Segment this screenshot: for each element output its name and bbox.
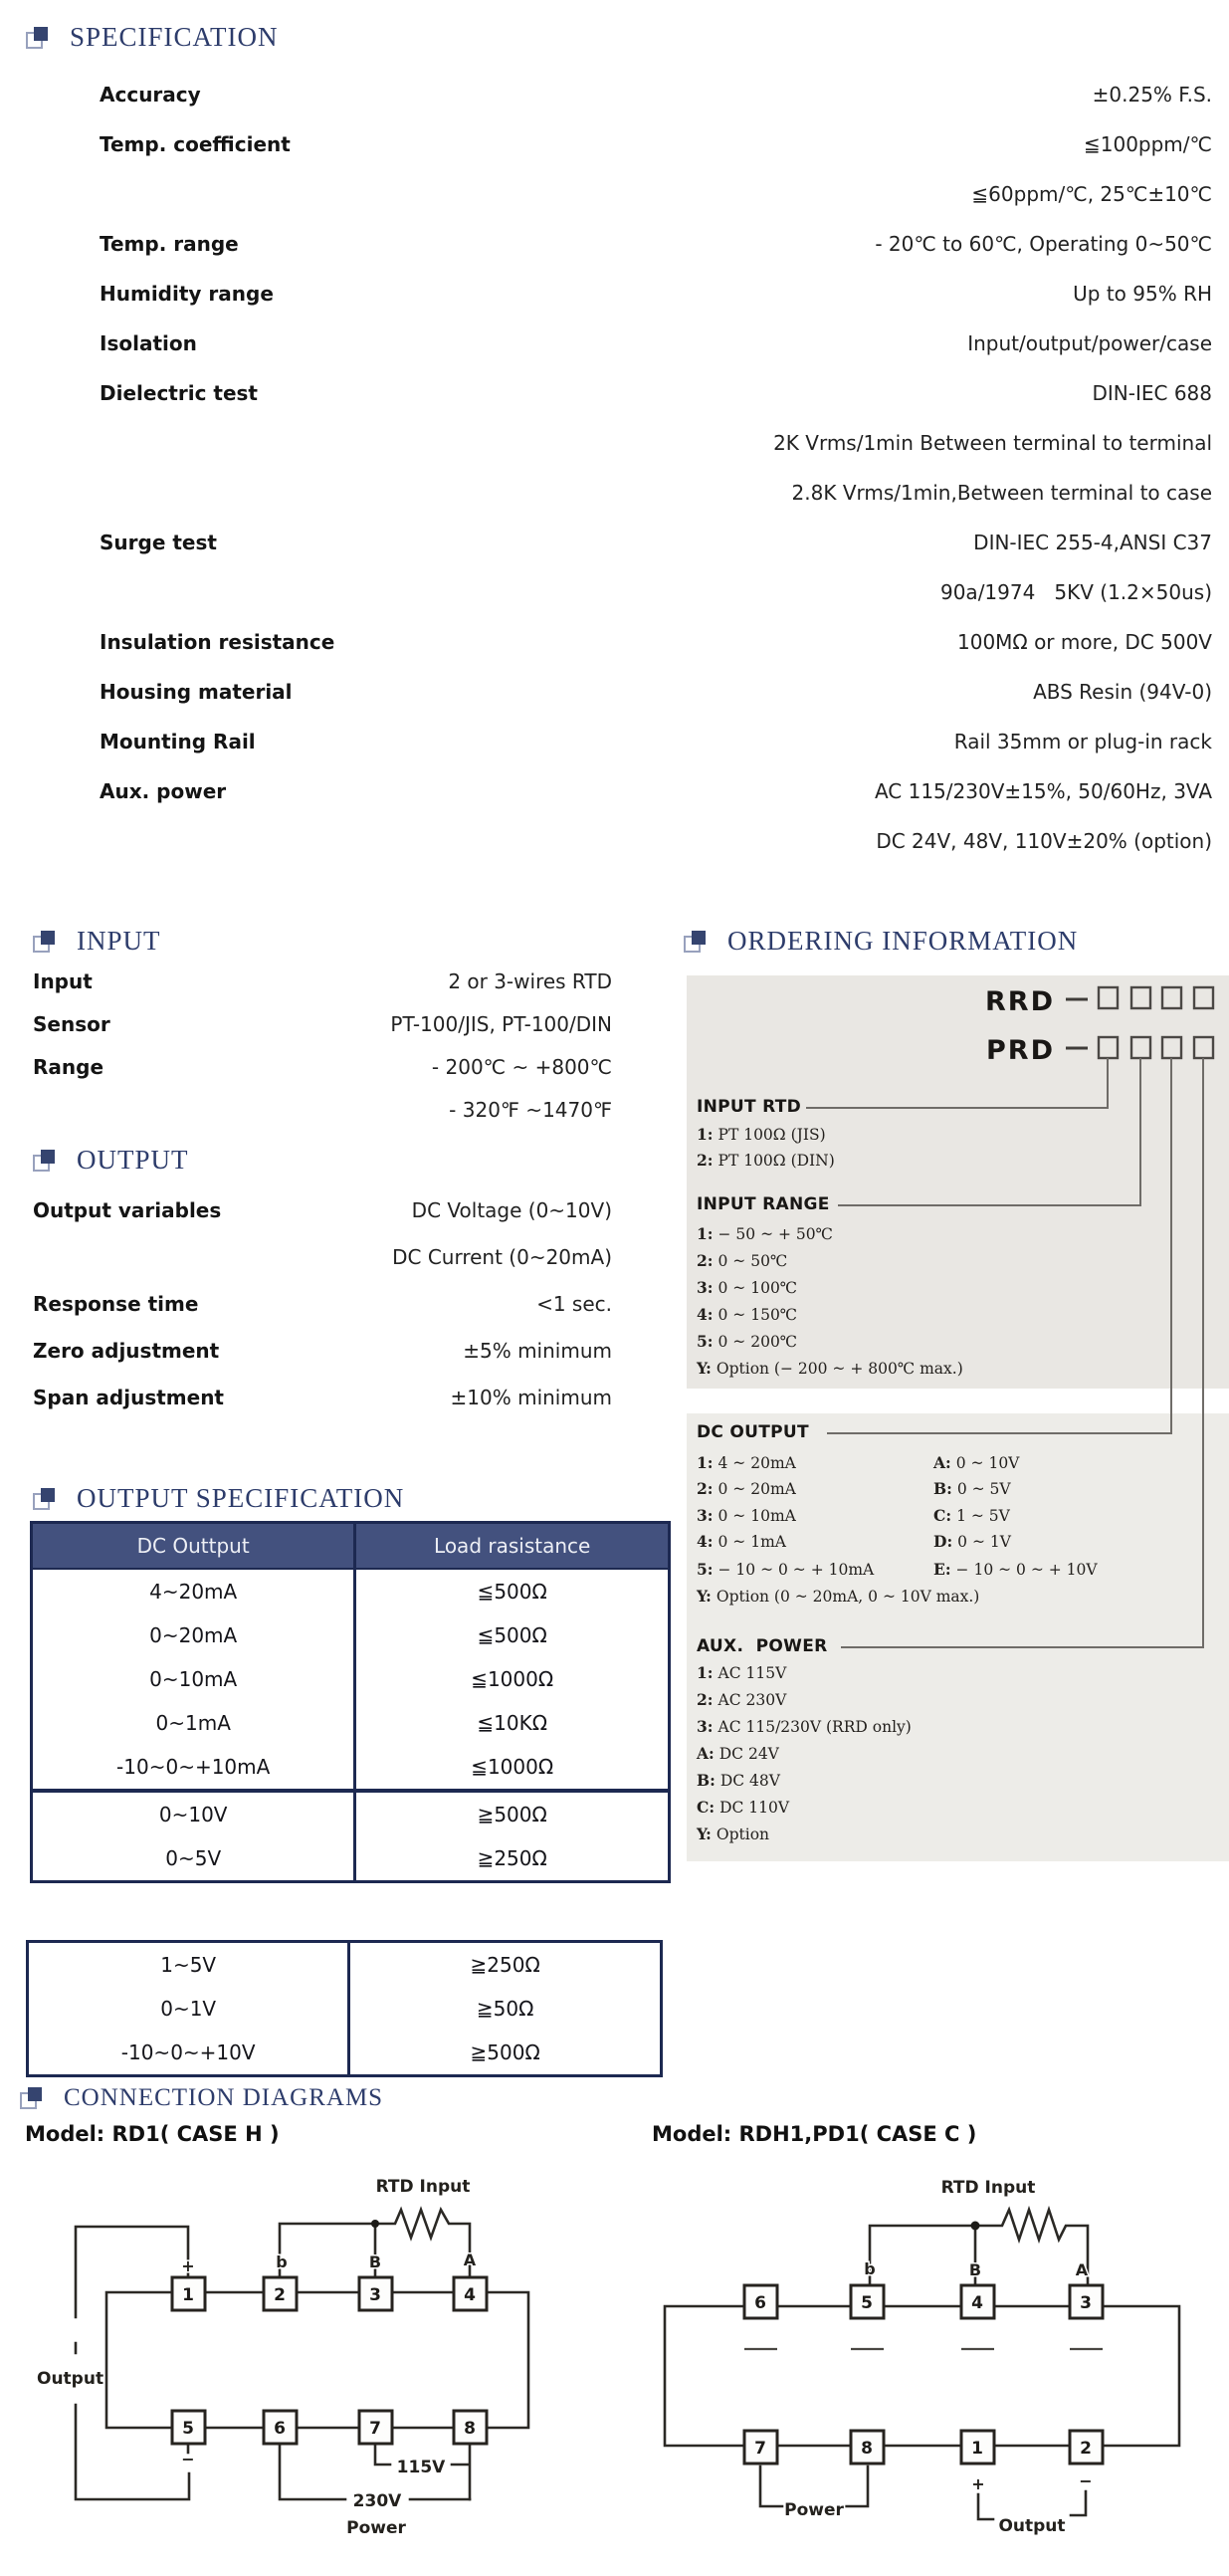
- table-row: [33, 1789, 668, 1836]
- option-item: [697, 1151, 835, 1170]
- terminal-number: 2: [1080, 2439, 1092, 2459]
- option-text: PT 100Ω (DIN): [717, 1152, 835, 1170]
- case-outline: [106, 2292, 528, 2428]
- cell-load-resistance: ≦1000Ω: [471, 1755, 554, 1779]
- spec-value: DIN-IEC 688: [1092, 381, 1212, 405]
- section-square-icon: [684, 931, 706, 953]
- terminal-number: 1: [182, 2285, 194, 2305]
- wire-label-B: B: [368, 2253, 382, 2271]
- option-item: [697, 1771, 780, 1790]
- option-text: DC 24V: [718, 1745, 779, 1763]
- output-label: Response time: [33, 1291, 199, 1316]
- wire-label-b: b: [276, 2253, 288, 2271]
- option-item: [697, 1506, 796, 1525]
- option-item: [697, 1744, 779, 1763]
- wiring-diagram-rd1: [25, 2160, 542, 2570]
- spec-row: [0, 319, 1229, 368]
- minus-sign: −: [181, 2450, 195, 2469]
- option-key: D:: [933, 1532, 953, 1551]
- spec-label: Surge test: [100, 531, 217, 554]
- plus-sign: +: [971, 2474, 985, 2493]
- output-row: [33, 1327, 612, 1374]
- input-row: [33, 1045, 612, 1088]
- terminal-number: 5: [861, 2293, 873, 2313]
- section-title-text: OUTPUT SPECIFICATION: [77, 1483, 405, 1513]
- option-text: 0 ~ 100℃: [717, 1279, 798, 1297]
- rtd-input-label: RTD Input: [375, 2177, 471, 2197]
- cell-dc-output: -10~0~+10mA: [33, 1745, 356, 1789]
- spec-row: [0, 717, 1229, 766]
- terminal-number: 5: [182, 2419, 194, 2439]
- output-label: Output: [998, 2516, 1066, 2536]
- section-title-text: OUTPUT: [77, 1145, 189, 1175]
- spec-row: [0, 667, 1229, 717]
- section-title-text: SPECIFICATION: [70, 22, 279, 52]
- spec-label: Temp. coefficient: [100, 132, 291, 156]
- spec-value: ≦60ppm/℃, 25℃±10℃: [971, 182, 1212, 206]
- group-title-aux-power: AUX. POWER: [697, 1636, 828, 1656]
- option-text: 0 ~ 5V: [956, 1480, 1011, 1498]
- option-text: 0 ~ 10mA: [717, 1507, 796, 1525]
- option-item: [697, 1332, 797, 1351]
- terminal-number: 3: [369, 2285, 381, 2305]
- option-key: Y:: [697, 1825, 712, 1843]
- option-key: 5:: [697, 1332, 714, 1351]
- spec-label: Dielectric test: [100, 381, 258, 405]
- spec-label: Housing material: [100, 680, 293, 704]
- spec-value: ABS Resin (94V-0): [1033, 680, 1212, 704]
- rtd-b-wire: [280, 2224, 375, 2277]
- spec-value: 90a/1974 5KV (1.2×50us): [939, 580, 1212, 604]
- option-key: 2:: [697, 1479, 714, 1498]
- option-key: 3:: [697, 1506, 714, 1525]
- terminal-number: 6: [754, 2293, 766, 2313]
- option-key: 1:: [697, 1453, 714, 1472]
- section-title-text: INPUT: [77, 926, 161, 956]
- spec-row: [0, 169, 1229, 219]
- option-text: Option: [716, 1825, 770, 1843]
- option-text: − 10 ~ 0 ~ + 10mA: [717, 1561, 875, 1579]
- spec-value: Up to 95% RH: [1073, 282, 1212, 306]
- rtd-resistor: [975, 2210, 1088, 2285]
- option-text: 0 ~ 10V: [955, 1454, 1020, 1472]
- cell-load-resistance: ≧500Ω: [470, 2040, 540, 2064]
- cell-dc-output: 0~5V: [33, 1836, 356, 1880]
- option-key: 4:: [697, 1305, 714, 1324]
- option-item: [697, 1717, 912, 1736]
- option-text: Option (− 200 ~ + 800℃ max.): [716, 1360, 963, 1378]
- spec-label: Isolation: [100, 331, 197, 355]
- option-item: [697, 1453, 796, 1472]
- terminal-number: 7: [369, 2419, 381, 2439]
- code-placeholder-box: [1194, 987, 1213, 1008]
- column-header: Load rasistance: [434, 1534, 591, 1558]
- output-value: <1 sec.: [536, 1291, 612, 1316]
- ordering-diagram: [687, 970, 1229, 1866]
- option-item: [697, 1359, 963, 1378]
- cell-dc-output: 0~1mA: [33, 1701, 356, 1745]
- option-item: [933, 1506, 1010, 1525]
- option-key: Y:: [697, 1359, 712, 1378]
- model-name-prd: PRD: [986, 1035, 1055, 1066]
- option-item: [697, 1251, 787, 1270]
- output-wire: [978, 2491, 1086, 2519]
- option-text: − 50 ~ + 50℃: [717, 1225, 833, 1243]
- input-label: Sensor: [33, 1011, 110, 1036]
- output-label: Span adjustment: [33, 1385, 224, 1409]
- section-title-ordering-information: [684, 926, 1078, 957]
- wiring-diagram-rdh1-pd1: [637, 2160, 1194, 2570]
- section-square-icon: [33, 1150, 55, 1172]
- terminal-number: 6: [274, 2419, 286, 2439]
- code-placeholder-box: [1099, 1037, 1118, 1058]
- section-title-input: [33, 926, 161, 957]
- section-square-icon: [33, 931, 55, 953]
- option-text: PT 100Ω (JIS): [717, 1126, 826, 1144]
- group-title-input-rtd: INPUT RTD: [697, 1097, 802, 1117]
- option-text: 4 ~ 20mA: [717, 1454, 796, 1472]
- option-item: [933, 1453, 1019, 1472]
- option-item: [697, 1278, 797, 1297]
- cell-load-resistance: ≧250Ω: [477, 1846, 547, 1870]
- option-key: 1:: [697, 1663, 714, 1682]
- cell-dc-output: -10~0~+10V: [29, 2031, 350, 2074]
- spec-row: [0, 766, 1229, 816]
- column-header: DC Outtput: [33, 1524, 356, 1568]
- section-title-specification: [26, 22, 279, 53]
- input-value: 2 or 3-wires RTD: [448, 968, 612, 993]
- section-title-text: ORDERING INFORMATION: [727, 926, 1079, 956]
- rtd-b-wire: [870, 2226, 975, 2285]
- option-item: [933, 1479, 1011, 1498]
- spec-value: ±0.25% F.S.: [1092, 83, 1212, 107]
- option-key: 2:: [697, 1251, 714, 1270]
- terminal-number: 2: [274, 2285, 286, 2305]
- code-placeholder-box: [1131, 987, 1150, 1008]
- output-value: ±5% minimum: [463, 1338, 612, 1363]
- code-placeholder-box: [1131, 1037, 1150, 1058]
- option-text: DC 48V: [719, 1772, 780, 1790]
- cell-load-resistance: ≦10KΩ: [477, 1711, 547, 1735]
- spec-value: Input/output/power/case: [967, 331, 1212, 355]
- option-text: DC 110V: [719, 1799, 790, 1817]
- option-key: C:: [933, 1506, 952, 1525]
- rtd-resistor: [375, 2210, 470, 2277]
- cell-load-resistance: ≧250Ω: [470, 1953, 540, 1977]
- spec-row: [0, 269, 1229, 319]
- terminal-number: 3: [1080, 2293, 1092, 2313]
- option-key: A:: [933, 1453, 951, 1472]
- table-row: [33, 1745, 668, 1789]
- cell-dc-output: 0~20mA: [33, 1613, 356, 1657]
- option-text: 0 ~ 1V: [957, 1533, 1011, 1551]
- wire-label-b: b: [864, 2259, 876, 2278]
- cell-load-resistance: ≦500Ω: [477, 1580, 547, 1604]
- table-row: [29, 1943, 660, 1987]
- cell-dc-output: 1~5V: [29, 1943, 350, 1987]
- option-key: 3:: [697, 1278, 714, 1297]
- specification-list: [0, 70, 1229, 866]
- spec-row: [0, 816, 1229, 866]
- option-key: 2:: [697, 1690, 714, 1709]
- code-placeholder-box: [1099, 987, 1118, 1008]
- output-label: Output: [37, 2369, 104, 2389]
- cell-load-resistance: ≧50Ω: [476, 1997, 534, 2021]
- spec-value: DC 24V, 48V, 110V±20% (option): [876, 829, 1212, 853]
- terminal-number: 8: [861, 2439, 873, 2459]
- model-name-rrd: RRD: [985, 986, 1055, 1017]
- cell-dc-output: 0~10mA: [33, 1657, 356, 1701]
- output-value: ±10% minimum: [450, 1385, 612, 1409]
- section-square-icon: [33, 1488, 55, 1510]
- option-key: C:: [697, 1798, 716, 1817]
- model-label-rd1: Model: RD1( CASE H ): [25, 2122, 280, 2146]
- output-row: [33, 1233, 612, 1280]
- option-text: 0 ~ 50℃: [717, 1252, 788, 1270]
- option-item: [933, 1560, 1098, 1579]
- option-key: E:: [933, 1560, 951, 1579]
- output-row: [33, 1374, 612, 1420]
- option-item: [697, 1690, 786, 1709]
- spec-label: Insulation resistance: [100, 630, 335, 654]
- spec-label: Accuracy: [100, 83, 201, 107]
- option-key: 4:: [697, 1532, 714, 1551]
- code-placeholder-box: [1162, 1037, 1181, 1058]
- output-spec-table-continued: [26, 1940, 663, 2077]
- spec-value: 2K Vrms/1min Between terminal to terminal: [773, 431, 1212, 455]
- wire-label-A: A: [1075, 2260, 1089, 2279]
- code-placeholder-box: [1194, 1037, 1213, 1058]
- cell-dc-output: 4~20mA: [33, 1570, 356, 1613]
- option-key: Y:: [697, 1587, 712, 1606]
- spec-row: [0, 418, 1229, 468]
- option-key: 3:: [697, 1717, 714, 1736]
- cell-load-resistance: ≦500Ω: [477, 1623, 547, 1647]
- output-value: DC Current (0~20mA): [392, 1244, 612, 1269]
- option-text: 0 ~ 20mA: [717, 1480, 796, 1498]
- option-key: 2:: [697, 1151, 714, 1170]
- output-spec-table: [30, 1521, 671, 1883]
- spec-row: [0, 70, 1229, 119]
- wire-label-B: B: [968, 2260, 982, 2279]
- spec-value: AC 115/230V±15%, 50/60Hz, 3VA: [874, 779, 1212, 803]
- code-placeholder-box: [1162, 987, 1181, 1008]
- terminal-number: 1: [971, 2439, 983, 2459]
- spec-value: Rail 35mm or plug-in rack: [953, 730, 1212, 753]
- table-row: [29, 2031, 660, 2074]
- option-item: [697, 1125, 826, 1144]
- spec-value: - 20℃ to 60℃, Operating 0~50℃: [875, 232, 1212, 256]
- plus-sign: +: [181, 2256, 195, 2275]
- option-item: [697, 1479, 796, 1498]
- input-list: [33, 960, 612, 1131]
- option-text: 0 ~ 1mA: [717, 1533, 786, 1551]
- input-value: - 320℉ ~1470℉: [449, 1097, 612, 1122]
- wire-label-A: A: [463, 2251, 477, 2269]
- minus-sign: −: [1079, 2471, 1093, 2490]
- option-key: B:: [697, 1771, 716, 1790]
- spec-label: Humidity range: [100, 282, 274, 306]
- output-label: Output variables: [33, 1197, 222, 1222]
- group-title-dc-output: DC OUTPUT: [697, 1422, 809, 1442]
- spec-row: [0, 567, 1229, 617]
- section-title-connection-diagrams: [20, 2084, 383, 2112]
- spec-label: Mounting Rail: [100, 730, 256, 753]
- option-key: A:: [697, 1744, 715, 1763]
- section-square-icon: [26, 27, 48, 49]
- input-label: Input: [33, 968, 93, 993]
- option-item: [933, 1532, 1011, 1551]
- group-title-input-range: INPUT RANGE: [697, 1194, 830, 1214]
- table-row: [33, 1657, 668, 1701]
- option-item: [697, 1224, 833, 1243]
- power-label: Power: [784, 2500, 844, 2520]
- input-label: Range: [33, 1054, 104, 1079]
- input-value: - 200℃ ~ +800℃: [431, 1054, 612, 1079]
- voltage-115-label: 115V: [396, 2458, 446, 2477]
- option-key: 1:: [697, 1224, 714, 1243]
- cell-dc-output: 0~10V: [33, 1793, 356, 1836]
- table-row: [33, 1836, 668, 1880]
- option-item: [697, 1825, 769, 1843]
- rtd-input-label: RTD Input: [940, 2178, 1036, 2198]
- option-key: 1:: [697, 1125, 714, 1144]
- cell-load-resistance: ≧500Ω: [477, 1803, 547, 1826]
- spec-value: DIN-IEC 255-4,ANSI C37: [973, 531, 1212, 554]
- spec-row: [0, 468, 1229, 518]
- terminal-number: 4: [464, 2285, 476, 2305]
- output-label: Zero adjustment: [33, 1338, 220, 1363]
- spec-row: [0, 119, 1229, 169]
- connector-input-range: [838, 1058, 1140, 1205]
- option-key: 5:: [697, 1560, 714, 1579]
- case-outline: [665, 2306, 1179, 2446]
- option-key: B:: [933, 1479, 952, 1498]
- section-title-output-specification: [33, 1483, 404, 1514]
- wire-junction-dot: [371, 2220, 379, 2228]
- option-item: [697, 1663, 786, 1682]
- spec-label: Temp. range: [100, 232, 239, 256]
- table-row: [33, 1613, 668, 1657]
- option-item: [697, 1532, 786, 1551]
- table-row: [33, 1570, 668, 1613]
- spec-row: [0, 368, 1229, 418]
- spec-value: 2.8K Vrms/1min,Between terminal to case: [791, 481, 1212, 505]
- input-row: [33, 960, 612, 1002]
- option-text: Option (0 ~ 20mA, 0 ~ 10V max.): [716, 1588, 980, 1606]
- input-row: [33, 1002, 612, 1045]
- cell-dc-output: 0~1V: [29, 1987, 350, 2031]
- option-text: AC 115/230V (RRD only): [717, 1718, 912, 1736]
- input-row: [33, 1088, 612, 1131]
- terminal-number: 8: [464, 2419, 476, 2439]
- output-value: DC Voltage (0~10V): [411, 1197, 612, 1222]
- section-square-icon: [20, 2087, 42, 2109]
- spec-label: Aux. power: [100, 779, 227, 803]
- option-item: [697, 1587, 979, 1606]
- option-text: 1 ~ 5V: [956, 1507, 1010, 1525]
- output-row: [33, 1186, 612, 1233]
- cell-load-resistance: ≦1000Ω: [471, 1667, 554, 1691]
- terminal-number: 7: [754, 2439, 766, 2459]
- table-row: [33, 1701, 668, 1745]
- option-text: 0 ~ 150℃: [717, 1306, 798, 1324]
- spec-value: ≦100ppm/℃: [1083, 132, 1212, 156]
- power-label: Power: [346, 2518, 406, 2538]
- voltage-230-label: 230V: [352, 2491, 402, 2511]
- option-item: [697, 1560, 874, 1579]
- option-text: − 10 ~ 0 ~ + 10V: [955, 1561, 1098, 1579]
- spec-row: [0, 617, 1229, 667]
- table-row: [29, 1987, 660, 2031]
- option-text: AC 115V: [717, 1664, 787, 1682]
- output-list: [33, 1186, 612, 1420]
- option-item: [697, 1305, 797, 1324]
- terminal-number: 4: [971, 2293, 983, 2313]
- spec-row: [0, 219, 1229, 269]
- model-label-rdh1-pd1: Model: RDH1,PD1( CASE C ): [652, 2122, 977, 2146]
- spec-value: 100MΩ or more, DC 500V: [957, 630, 1212, 654]
- option-text: 0 ~ 200℃: [717, 1333, 798, 1351]
- option-item: [697, 1798, 789, 1817]
- section-title-output: [33, 1145, 189, 1176]
- table-header-row: [33, 1524, 668, 1570]
- output-row: [33, 1280, 612, 1327]
- spec-row: [0, 518, 1229, 567]
- section-title-text: CONNECTION DIAGRAMS: [64, 2084, 384, 2111]
- input-value: PT-100/JIS, PT-100/DIN: [390, 1011, 612, 1036]
- option-text: AC 230V: [717, 1691, 787, 1709]
- wire-junction-dot: [971, 2222, 980, 2231]
